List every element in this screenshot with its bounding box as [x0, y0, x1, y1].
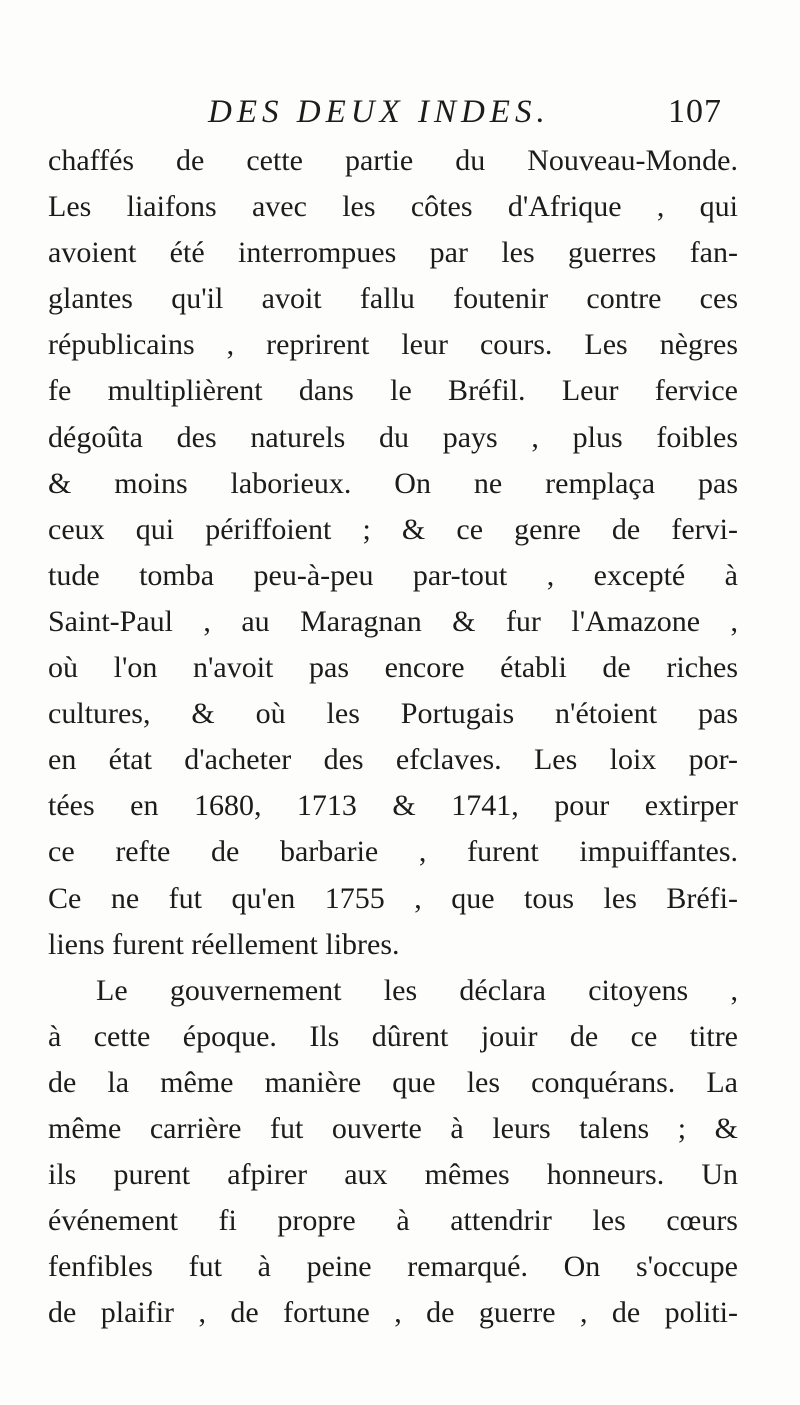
text-line-9: ceux qui périffoient ; & ce genre de fervi- — [48, 512, 738, 546]
text-line-11: Saint-Paul , au Maragnan & fur l'Amazone , — [48, 604, 738, 638]
text-line-10: tude tomba peu-à-peu par-tout , excepté à — [48, 558, 738, 592]
text-line-22: même carrière fut ouverte à leurs talens ; & — [48, 1111, 738, 1145]
text-line-17: Ce ne fut qu'en 1755 , que tous les Bréfi- — [48, 881, 738, 915]
text-line-18: liens furent réellement libres. — [48, 927, 400, 961]
text-line-15: tées en 1680, 1713 & 1741, pour extirper — [48, 789, 738, 823]
body-text — [48, 138, 738, 1336]
text-line-19: Le gouvernement les déclara citoyens , — [96, 973, 738, 1007]
text-line-23: ils purent afpirer aux mêmes honneurs. Un — [48, 1158, 738, 1192]
text-line-7: dégoûta des naturels du pays , plus foibles — [48, 420, 738, 454]
text-line-4: glantes qu'il avoit fallu foutenir contre ces — [48, 282, 738, 316]
text-line-3: avoient été interrompues par les guerres fan- — [48, 236, 738, 270]
text-line-2: Les liaifons avec les côtes d'Afrique , qui — [48, 190, 738, 224]
text-line-13: cultures, & où les Portugais n'étoient pas — [48, 697, 738, 731]
text-line-6: fe multiplièrent dans le Bréfil. Leur fervice — [48, 374, 738, 408]
page-number: 107 — [668, 93, 722, 130]
text-line-26: de plaifir , de fortune , de guerre , de politi- — [48, 1296, 738, 1330]
running-header — [208, 90, 748, 134]
text-line-24: événement fi propre à attendrir les cœurs — [48, 1204, 738, 1238]
text-line-20: à cette époque. Ils dûrent jouir de ce titre — [48, 1019, 738, 1053]
text-line-12: où l'on n'avoit pas encore établi de riches — [48, 651, 738, 685]
text-line-21: de la même manière que les conquérans. La — [48, 1065, 738, 1099]
text-line-14: en état d'acheter des efclaves. Les loix por- — [48, 743, 738, 777]
running-title: DES DEUX INDES. — [208, 94, 550, 130]
text-line-16: ce refte de barbarie , furent impuiffantes. — [48, 835, 738, 869]
text-line-1: chaffés de cette partie du Nouveau-Monde. — [48, 144, 738, 177]
text-line-8: & moins laborieux. On ne remplaça pas — [48, 466, 738, 500]
text-line-25: fenfibles fut à peine remarqué. On s'occupe — [48, 1250, 738, 1284]
text-line-5: républicains , reprirent leur cours. Les nègres — [48, 328, 738, 362]
